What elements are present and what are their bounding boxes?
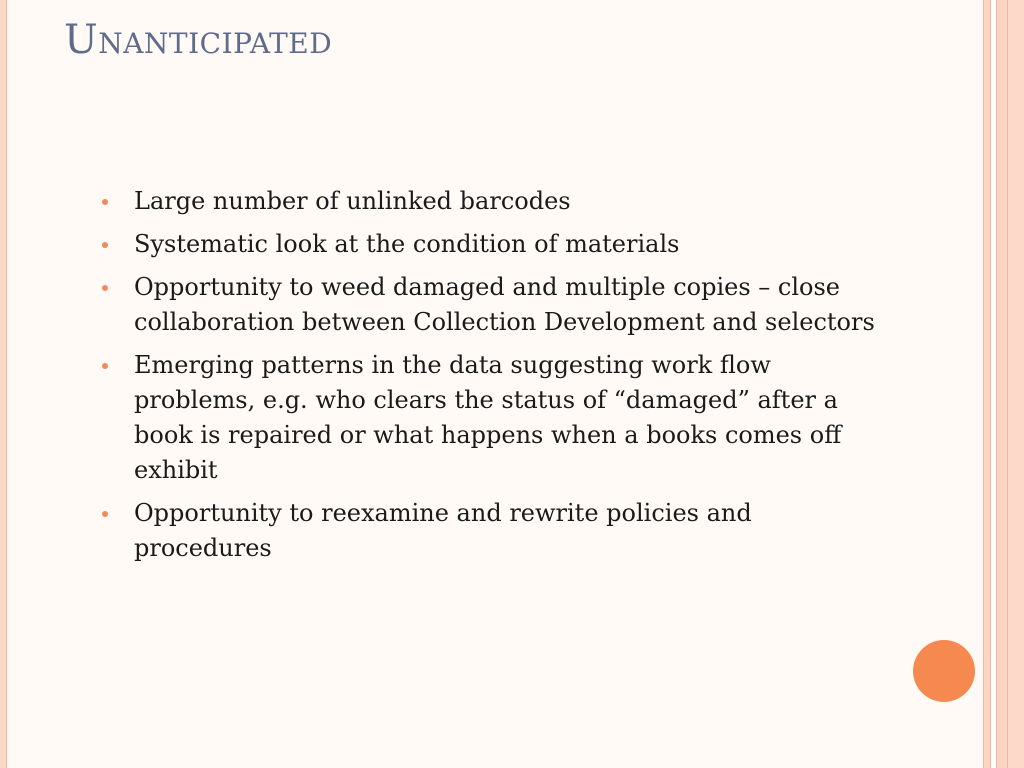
bullet-item [100,496,880,566]
bullet-text: Large number of unlinked barcodes [134,187,571,215]
bullet-dot-icon [102,242,108,248]
right-border-stripe-3 [997,0,1007,768]
slide-content [100,184,880,574]
bullet-text: Opportunity to weed damaged and multiple copies – close collaboration between Collection Development and selectors [134,273,875,336]
bullet-text: Emerging patterns in the data suggesting work flow problems, e.g. who clears the status of “damaged” after a book is repaired or what happens when a books comes off exhibit [134,351,842,484]
slide-title: Unanticipated [64,17,333,63]
bullet-list [100,184,880,566]
bullet-dot-icon [102,511,108,517]
bullet-dot-icon [102,199,108,205]
bullet-text: Systematic look at the condition of materials [134,230,680,258]
bullet-text: Opportunity to reexamine and rewrite policies and procedures [134,499,752,562]
right-border-stripe-2 [991,0,996,768]
bullet-item [100,270,880,340]
bullet-dot-icon [102,363,108,369]
bullet-item [100,348,880,488]
right-border-stripe-1 [984,0,990,768]
right-border-stripe-4 [1008,0,1024,768]
bullet-item [100,227,880,262]
bullet-item [100,184,880,219]
decorative-circle-icon [913,640,975,702]
bullet-dot-icon [102,285,108,291]
